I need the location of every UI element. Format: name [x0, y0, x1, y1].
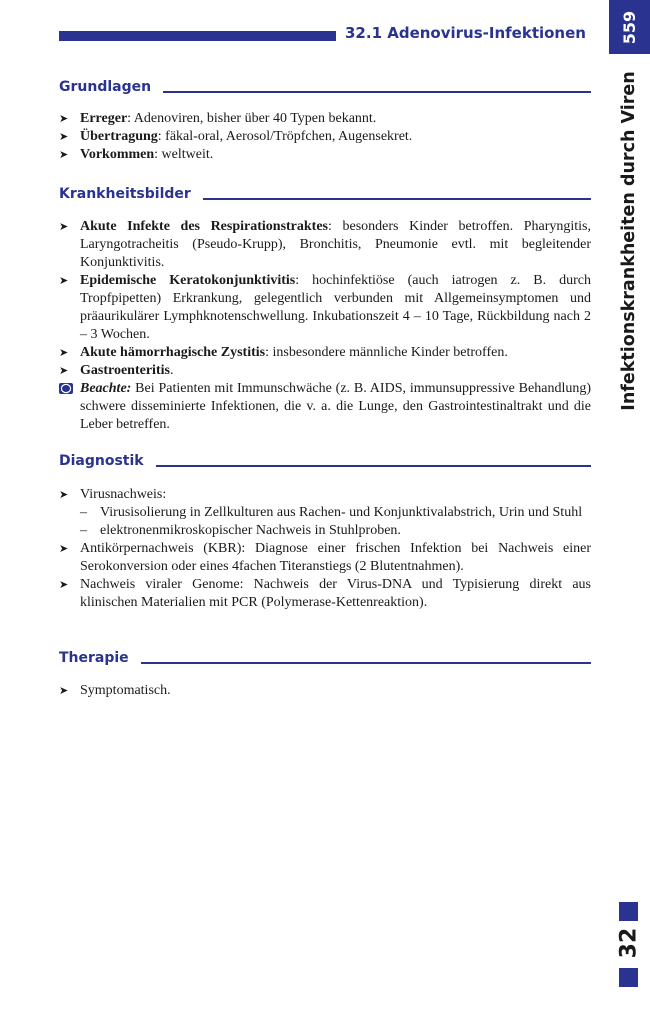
sub-list-item: – elektronenmikroskopischer Nachweis in Stuhlproben.: [80, 523, 401, 538]
bullet-arrow-icon: ➤: [59, 488, 69, 501]
bullet-arrow-icon: ➤: [59, 112, 69, 125]
list-item: ➤ Akute hämorrhagische Zystitis: insbesondere männliche Kinder betroffen.: [59, 345, 508, 360]
bullet-arrow-icon: ➤: [59, 542, 69, 555]
heading-rule: [156, 465, 591, 467]
page-number-tab: [609, 0, 650, 54]
list-item: ➤ Antikörpernachweis (KBR): Diagnose einer frischen Infektion bei Nachweis einer Serokonversion oder eines 4fachen Titeranstiegs (2 Blutentnahmen).: [59, 541, 591, 574]
section-heading-krankheitsbilder: Krankheitsbilder: [59, 185, 591, 203]
list-item: ➤ Symptomatisch.: [59, 683, 171, 698]
section-heading-diagnostik: Diagnostik: [59, 452, 591, 470]
bullet-arrow-icon: ➤: [59, 148, 69, 161]
list-item: ➤ Nachweis viraler Genome: Nachweis der Virus-DNA und Typisierung direkt aus klinischen Materialien mit PCR (Polymerase-Kettenreaktion).: [59, 577, 591, 610]
heading-rule: [141, 662, 591, 664]
bullet-arrow-icon: ➤: [59, 364, 69, 377]
header-rule: [59, 31, 336, 41]
chapter-marker-top: [619, 902, 638, 921]
list-item: ➤ Erreger: Adenoviren, bisher über 40 Typen bekannt.: [59, 111, 377, 126]
bullet-arrow-icon: ➤: [59, 346, 69, 359]
list-item: ➤ Epidemische Keratokonjunktivitis: hochinfektiöse (auch iatrogen z. B. durch Tropfpipetten) Erkrankung, gelegentlich verbunden mit Allgemeinsymptomen und präaurikulärer Lymphknotenschwellung. Inkubationszeit 4 – 10 Tage, Rückbildung nach 2 – 3 Wochen.: [59, 273, 591, 342]
list-item: ➤ Virusnachweis:: [59, 487, 167, 502]
krankheitsbilder-list: [59, 218, 591, 434]
list-item: ➤ Akute Infekte des Respirationstraktes: besonders Kinder betroffen. Pharyngitis, Laryngotracheitis (Pseudo-Krupp), Bronchitis, Pneumonie evtl. mit begleitender Konjunktivitis.: [59, 219, 591, 270]
list-item: ➤ Übertragung: fäkal-oral, Aerosol/Tröpfchen, Augensekret.: [59, 129, 413, 144]
heading-rule: [163, 91, 591, 93]
section-heading-grundlagen: Grundlagen: [59, 78, 591, 96]
section-heading-therapie: Therapie: [59, 649, 591, 667]
grundlagen-list: [59, 110, 591, 164]
note-beachte: Beachte: Bei Patienten mit Immunschwäche (z. B. AIDS, immunsuppressive Behandlung) schwere disseminierte Infektionen, die v. a. die Lunge, den Gastrointestinaltrakt und die Leber betreffen.: [59, 380, 591, 434]
diagnostik-list: [59, 486, 591, 612]
page-number: 559: [620, 10, 639, 44]
sub-list-item: – Virusisolierung in Zellkulturen aus Rachen- und Konjunktivalabstrich, Urin und Stuhl: [80, 505, 583, 520]
bullet-arrow-icon: ➤: [59, 220, 69, 233]
running-header-title: 32.1 Adenovirus-Infektionen: [345, 24, 586, 42]
bullet-arrow-icon: ➤: [59, 274, 69, 287]
chapter-marker-bottom: [619, 968, 638, 987]
eye-icon: [59, 383, 73, 394]
bullet-arrow-icon: ➤: [59, 578, 69, 591]
bullet-arrow-icon: ➤: [59, 130, 69, 143]
heading-rule: [203, 198, 591, 200]
list-item: ➤ Vorkommen: weltweit.: [59, 147, 214, 162]
bullet-arrow-icon: ➤: [59, 684, 69, 697]
therapie-list: [59, 682, 591, 700]
list-item: ➤ Gastroenteritis.: [59, 363, 174, 378]
